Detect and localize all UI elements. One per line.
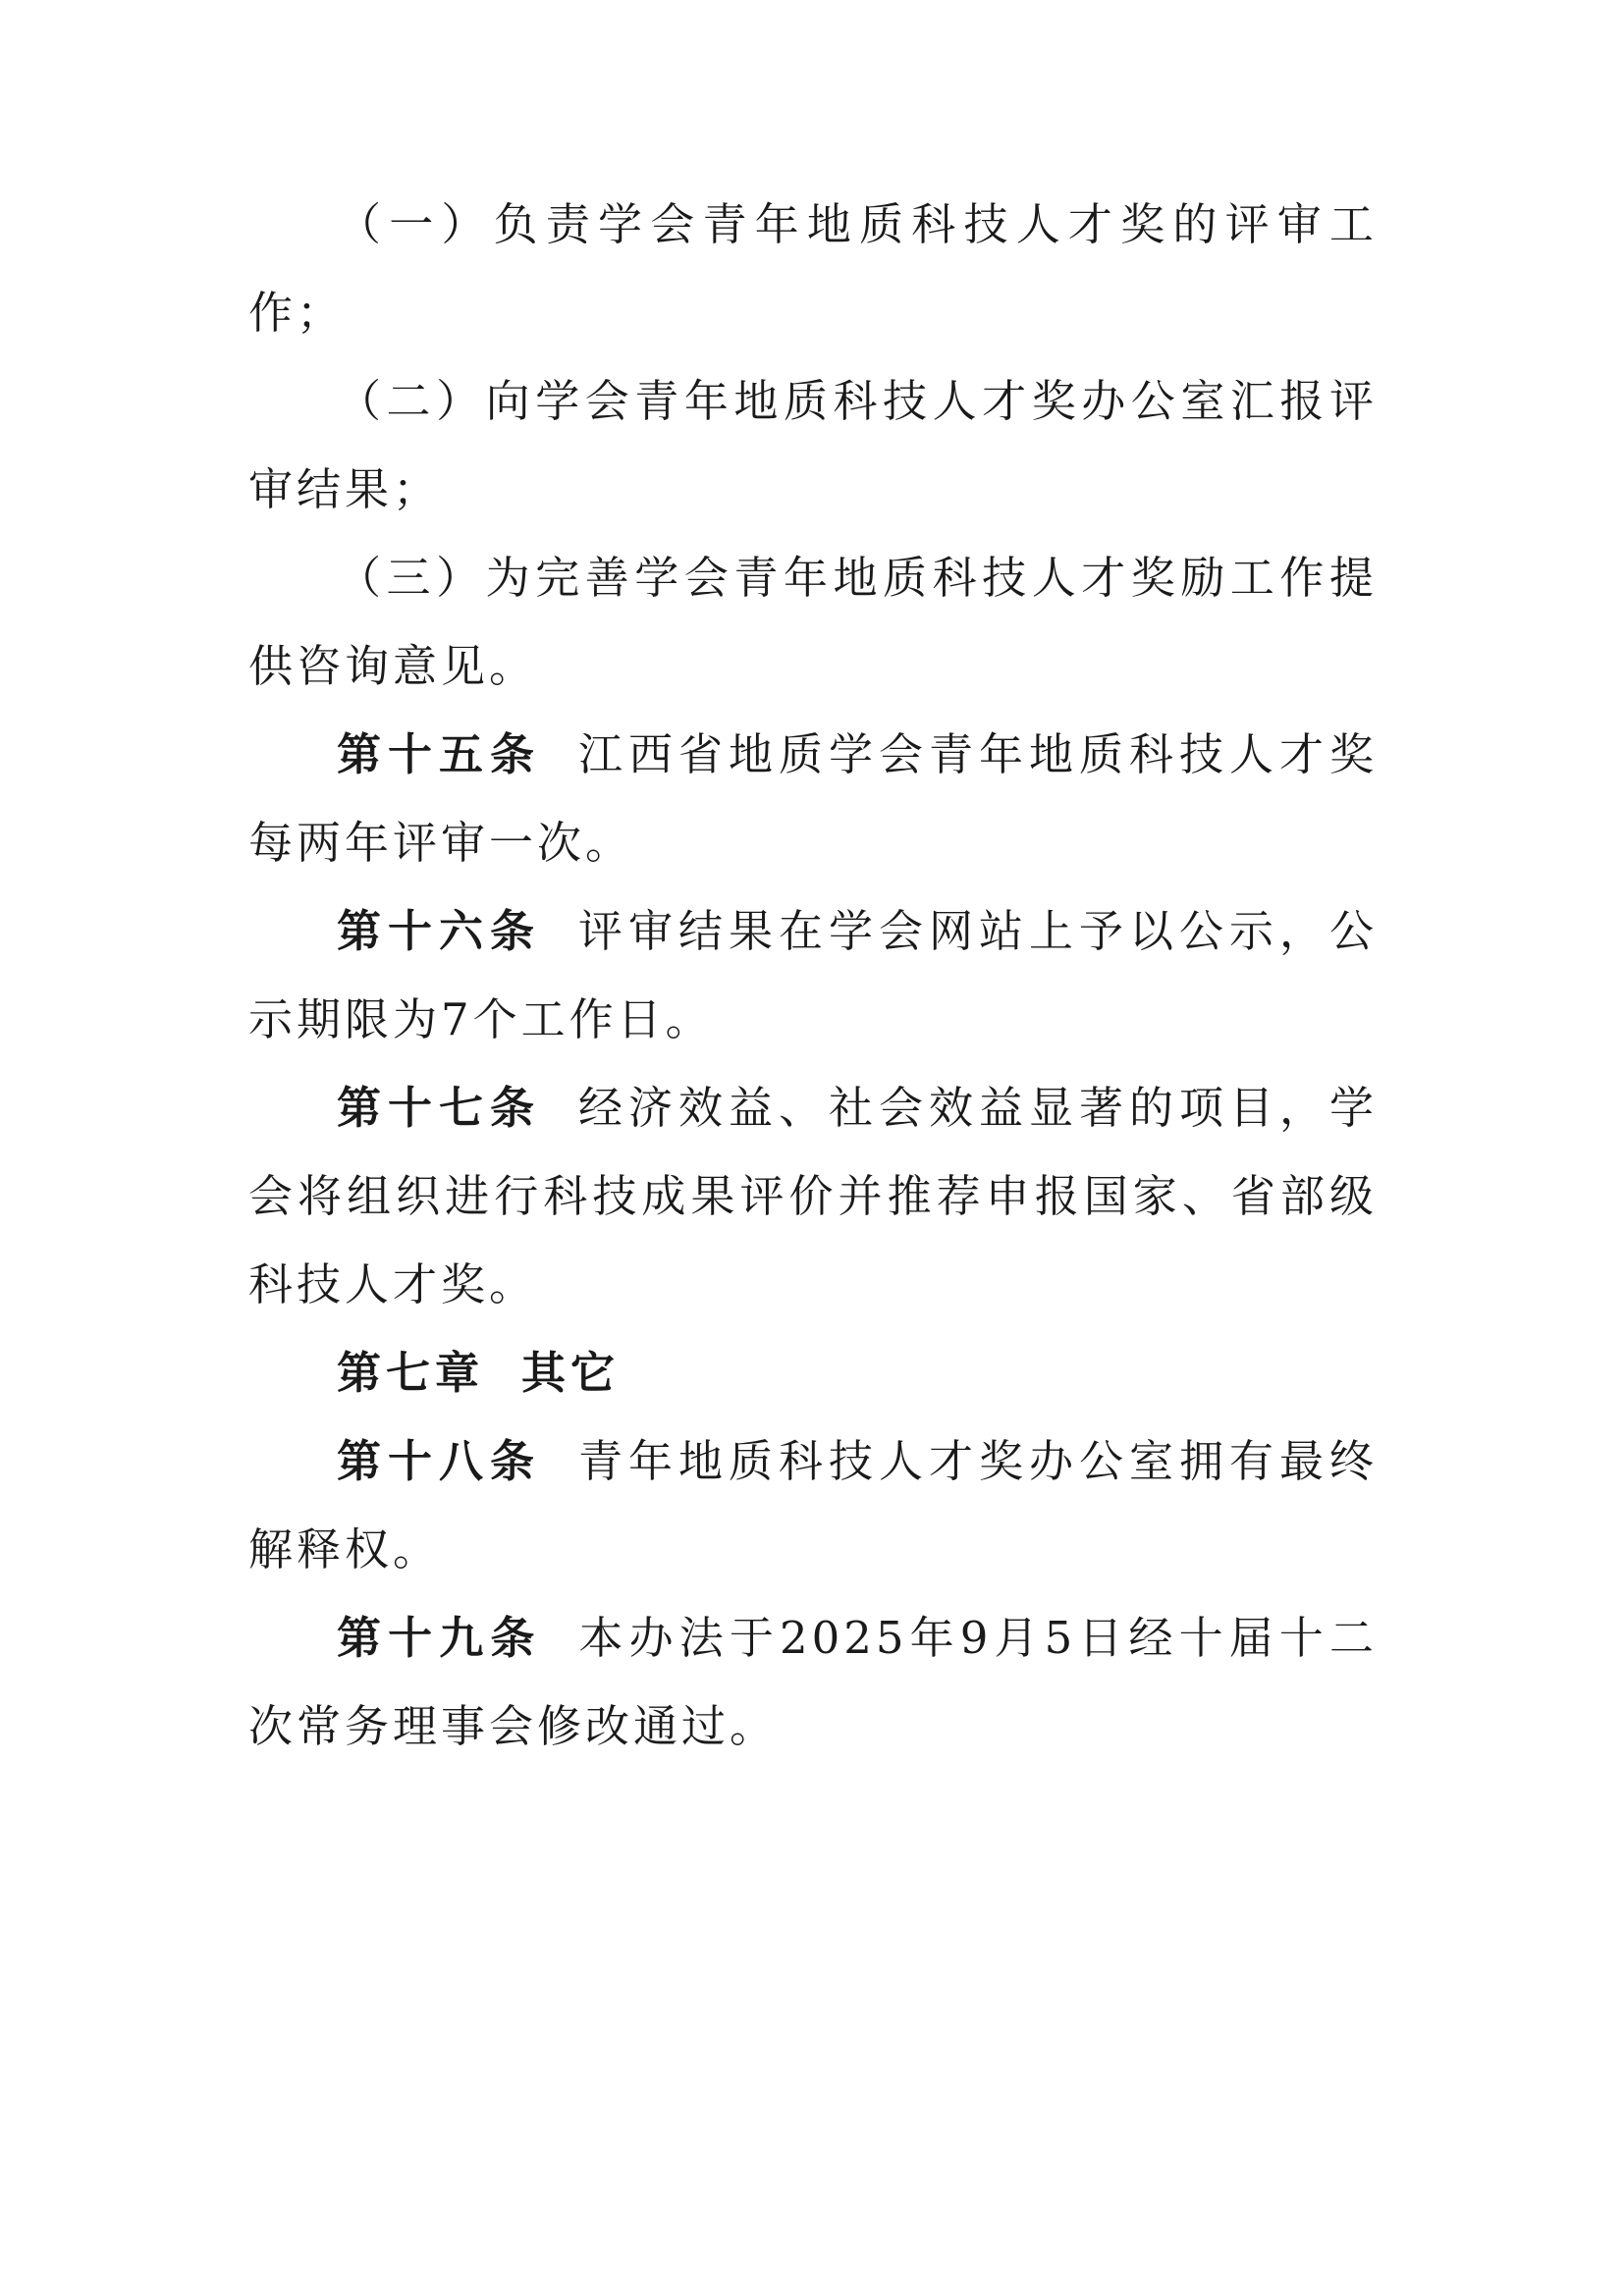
article-15 (248, 711, 1378, 887)
article-18 (248, 1417, 1378, 1594)
duty-item-1: （一）负责学会青年地质科技人才奖的评审工作； (248, 198, 1378, 339)
article-16-label: 第十六条 (337, 905, 541, 957)
article-18-label: 第十八条 (337, 1435, 541, 1487)
article-19 (248, 1594, 1378, 1771)
article-17 (248, 1064, 1378, 1329)
article-19-label: 第十九条 (337, 1612, 542, 1664)
article-16-text: 评审结果在学会网站上予以公示，公示期限为7个工作日。 (248, 905, 1378, 1045)
chapter-title: 其它 (521, 1347, 621, 1399)
article-15-label: 第十五条 (337, 728, 541, 780)
article-17-text: 经济效益、社会效益显著的项目，学会将组织进行科技成果评价并推荐申报国家、省部级科技人才奖。 (248, 1082, 1378, 1310)
document-body (248, 181, 1378, 1771)
article-17-label: 第十七条 (337, 1082, 541, 1134)
chapter-number: 第七章 (337, 1347, 485, 1399)
chapter-heading (248, 1329, 1378, 1417)
duty-item-2: （二）向学会青年地质科技人才奖办公室汇报评审结果； (248, 375, 1378, 515)
article-18-text: 青年地质科技人才奖办公室拥有最终解释权。 (248, 1435, 1378, 1575)
article-16 (248, 887, 1378, 1064)
article-19-text: 本办法于2025年9月5日经十届十二次常务理事会修改通过。 (248, 1612, 1378, 1752)
article-15-text: 江西省地质学会青年地质科技人才奖每两年评审一次。 (248, 728, 1378, 869)
duty-item-3: （三）为完善学会青年地质科技人才奖励工作提供咨询意见。 (248, 552, 1378, 692)
